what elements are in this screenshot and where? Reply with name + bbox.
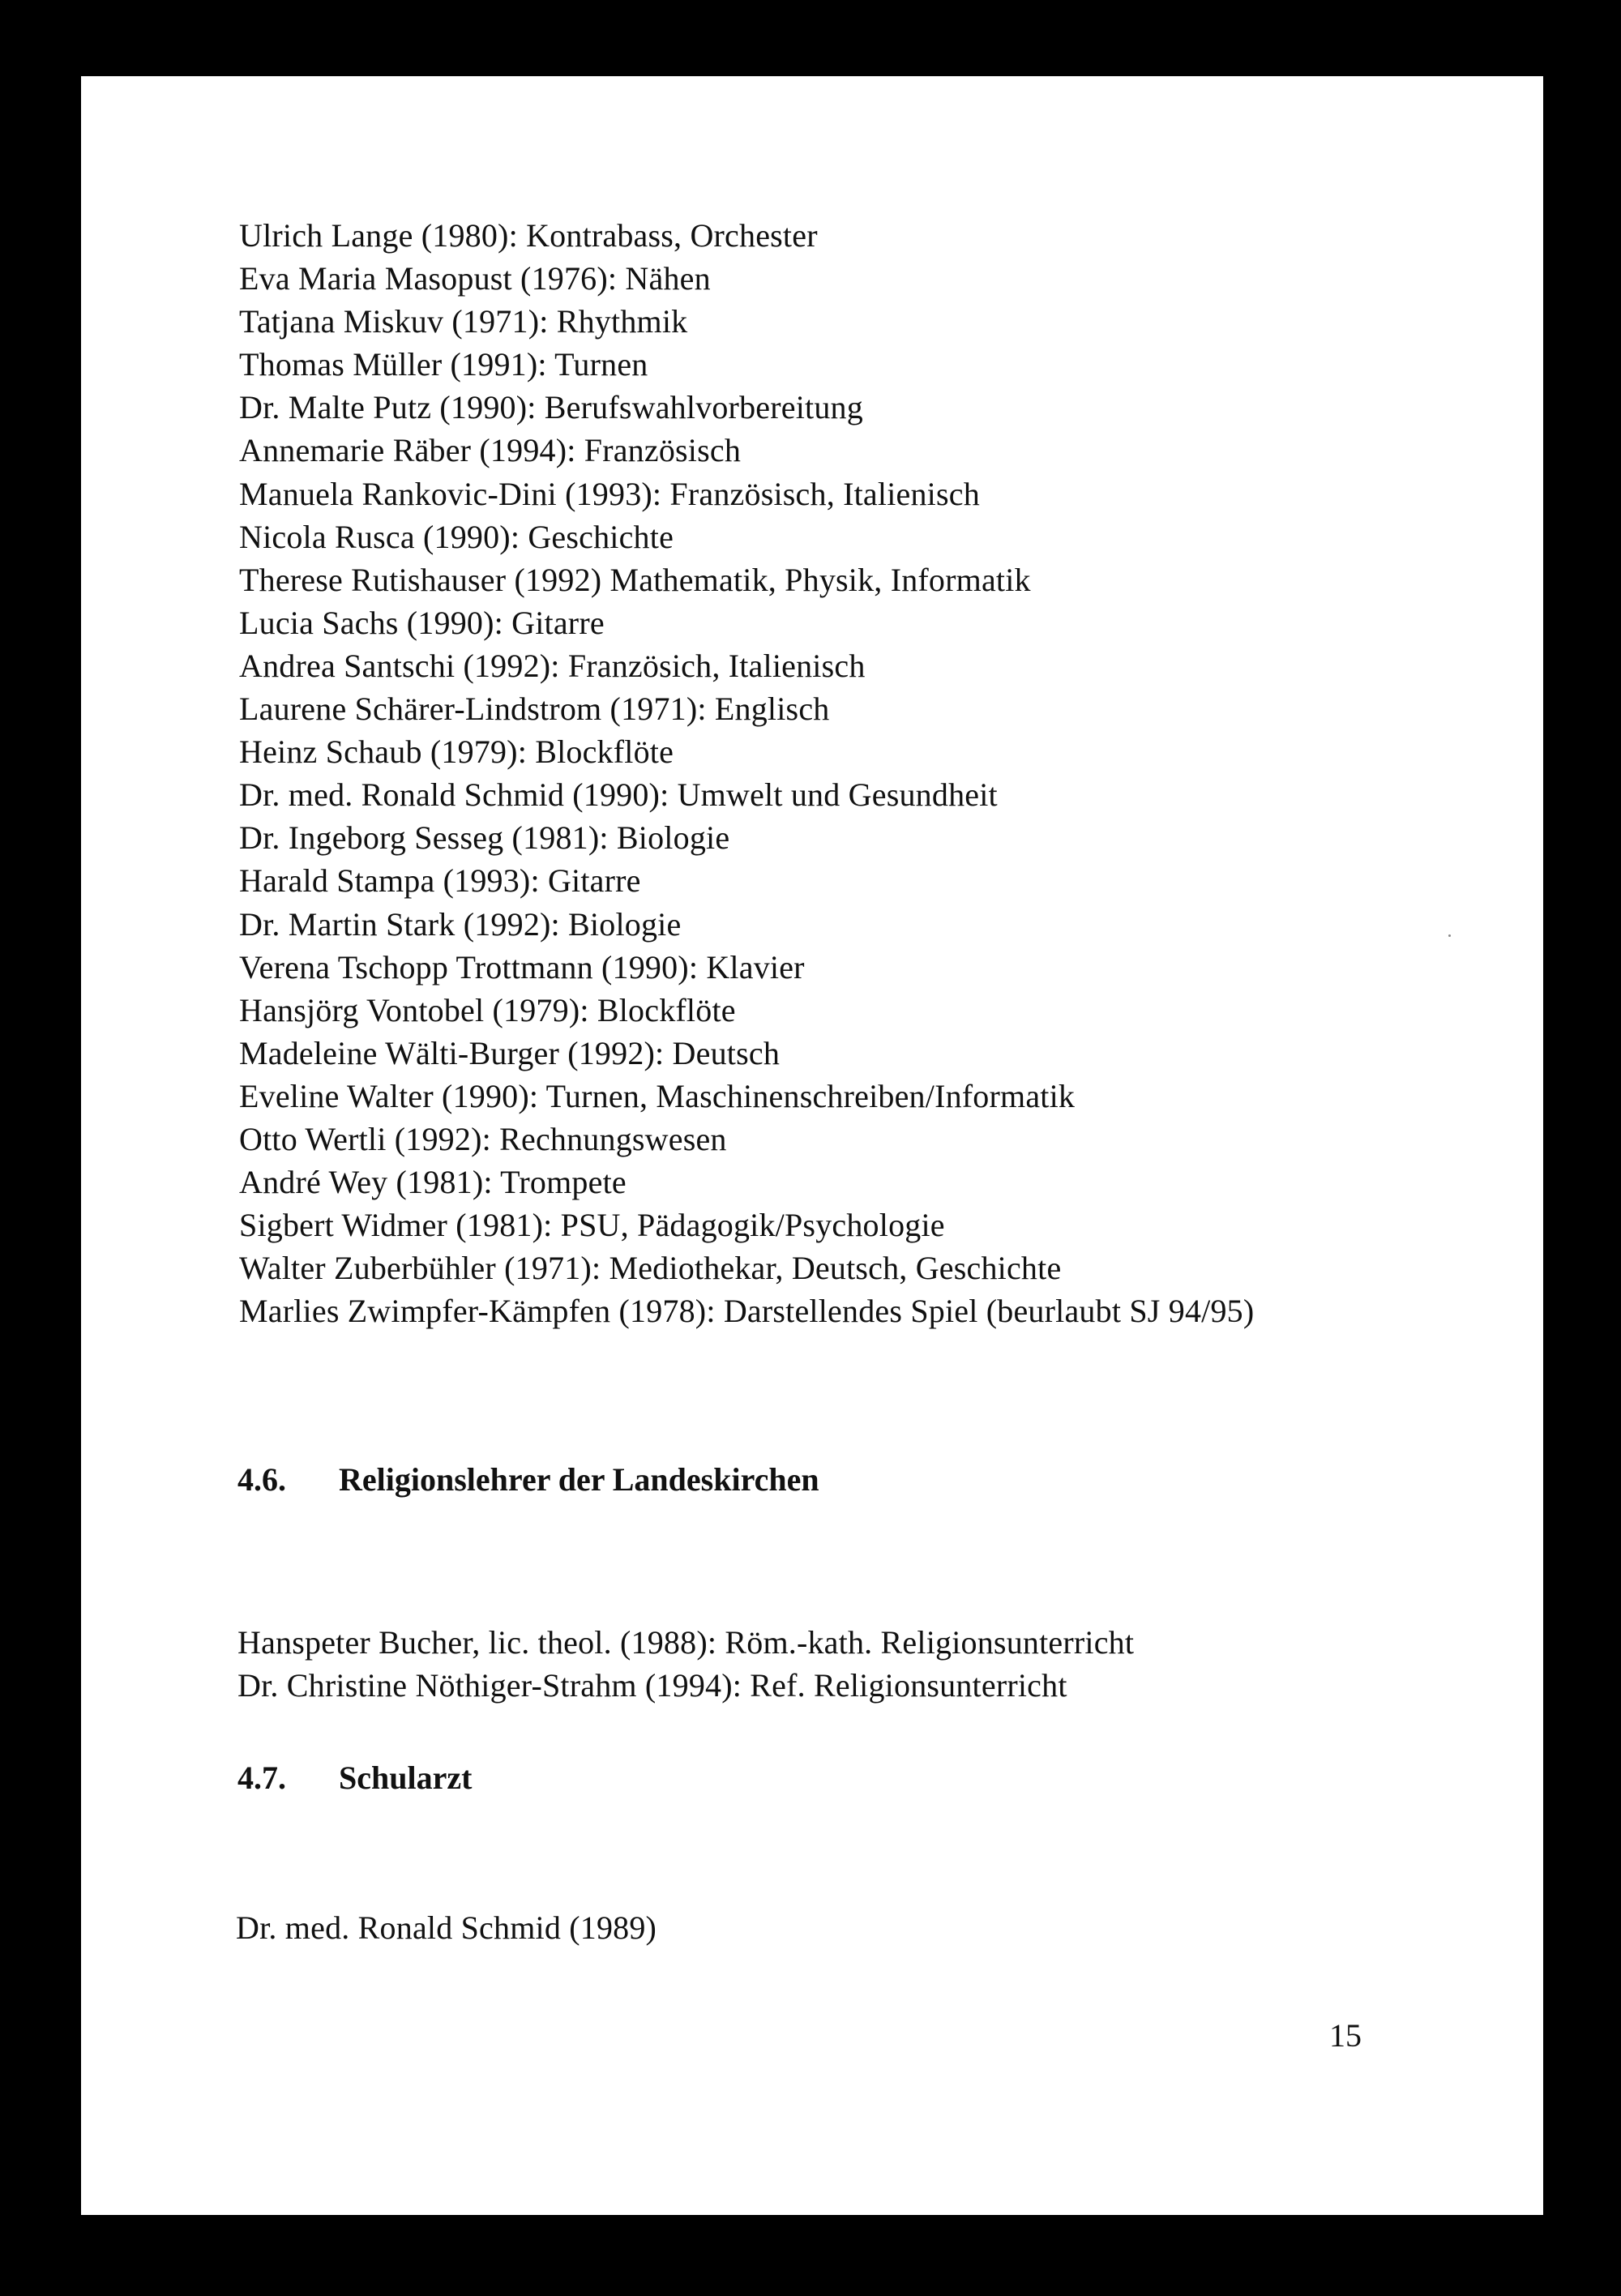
- staff-entry: Heinz Schaub (1979): Blockflöte: [239, 733, 674, 771]
- section-number: 4.6.: [237, 1461, 286, 1498]
- staff-entry: Hansjörg Vontobel (1979): Blockflöte: [239, 991, 736, 1028]
- staff-entry: Dr. Martin Stark (1992): Biologie: [239, 905, 682, 943]
- staff-entry: Walter Zuberbühler (1971): Mediothekar, Deutsch, Geschichte: [239, 1250, 1062, 1287]
- staff-entry: Tatjana Miskuv (1971): Rhythmik: [239, 303, 688, 340]
- section-title: Religionslehrer der Landeskirchen: [339, 1461, 819, 1498]
- staff-entry: Otto Wertli (1992): Rechnungswesen: [239, 1120, 727, 1157]
- page-number: 15: [1329, 2017, 1362, 2054]
- staff-entry: Lucia Sachs (1990): Gitarre: [239, 604, 605, 641]
- staff-entry: Sigbert Widmer (1981): PSU, Pädagogik/Psychologie: [239, 1207, 945, 1244]
- staff-entry: Manuela Rankovic-Dini (1993): Französisch, Italienisch: [239, 475, 980, 512]
- scan-speck: [1448, 934, 1451, 937]
- staff-entry: Laurene Schärer-Lindstrom (1971): Englisch: [239, 691, 830, 728]
- staff-entry: Madeleine Wälti-Burger (1992): Deutsch: [239, 1034, 781, 1071]
- staff-entry: Eveline Walter (1990): Turnen, Maschinenschreiben/Informatik: [239, 1077, 1076, 1114]
- staff-entry: Verena Tschopp Trottmann (1990): Klavier: [239, 948, 805, 986]
- religion-teacher-entry: Hanspeter Bucher, lic. theol. (1988): Röm.-kath. Religionsunterricht: [237, 1624, 1135, 1661]
- document-page: [81, 76, 1543, 2215]
- staff-entry: André Wey (1981): Trompete: [239, 1164, 627, 1201]
- staff-list: [239, 214, 1254, 1332]
- staff-entry: Therese Rutishauser (1992) Mathematik, Physik, Informatik: [239, 561, 1031, 598]
- staff-entry: Thomas Müller (1991): Turnen: [239, 346, 648, 383]
- religion-teacher-entry: Dr. Christine Nöthiger-Strahm (1994): Ref. Religionsunterricht: [237, 1667, 1067, 1704]
- staff-entry: Dr. med. Ronald Schmid (1990): Umwelt und Gesundheit: [239, 776, 998, 814]
- staff-entry: Dr. Malte Putz (1990): Berufswahlvorbereitung: [239, 389, 863, 426]
- staff-entry: Annemarie Räber (1994): Französisch: [239, 432, 742, 469]
- section-title: Schularzt: [339, 1759, 473, 1796]
- staff-entry: Harald Stampa (1993): Gitarre: [239, 862, 641, 900]
- staff-entry: Ulrich Lange (1980): Kontrabass, Orchester: [239, 217, 818, 254]
- school-doctor-entry: Dr. med. Ronald Schmid (1989): [236, 1909, 657, 1946]
- staff-entry: Eva Maria Masopust (1976): Nähen: [239, 260, 711, 297]
- staff-entry: Andrea Santschi (1992): Französich, Italienisch: [239, 647, 866, 684]
- section-heading-4-7: [237, 1759, 472, 1797]
- religion-teacher-list: [237, 1621, 1134, 1707]
- staff-entry: Nicola Rusca (1990): Geschichte: [239, 518, 674, 555]
- section-heading-4-6: [237, 1460, 819, 1499]
- staff-entry: Marlies Zwimpfer-Kämpfen (1978): Darstellendes Spiel (beurlaubt SJ 94/95): [239, 1293, 1255, 1330]
- section-number: 4.7.: [237, 1759, 286, 1796]
- staff-entry: Dr. Ingeborg Sesseg (1981): Biologie: [239, 819, 730, 857]
